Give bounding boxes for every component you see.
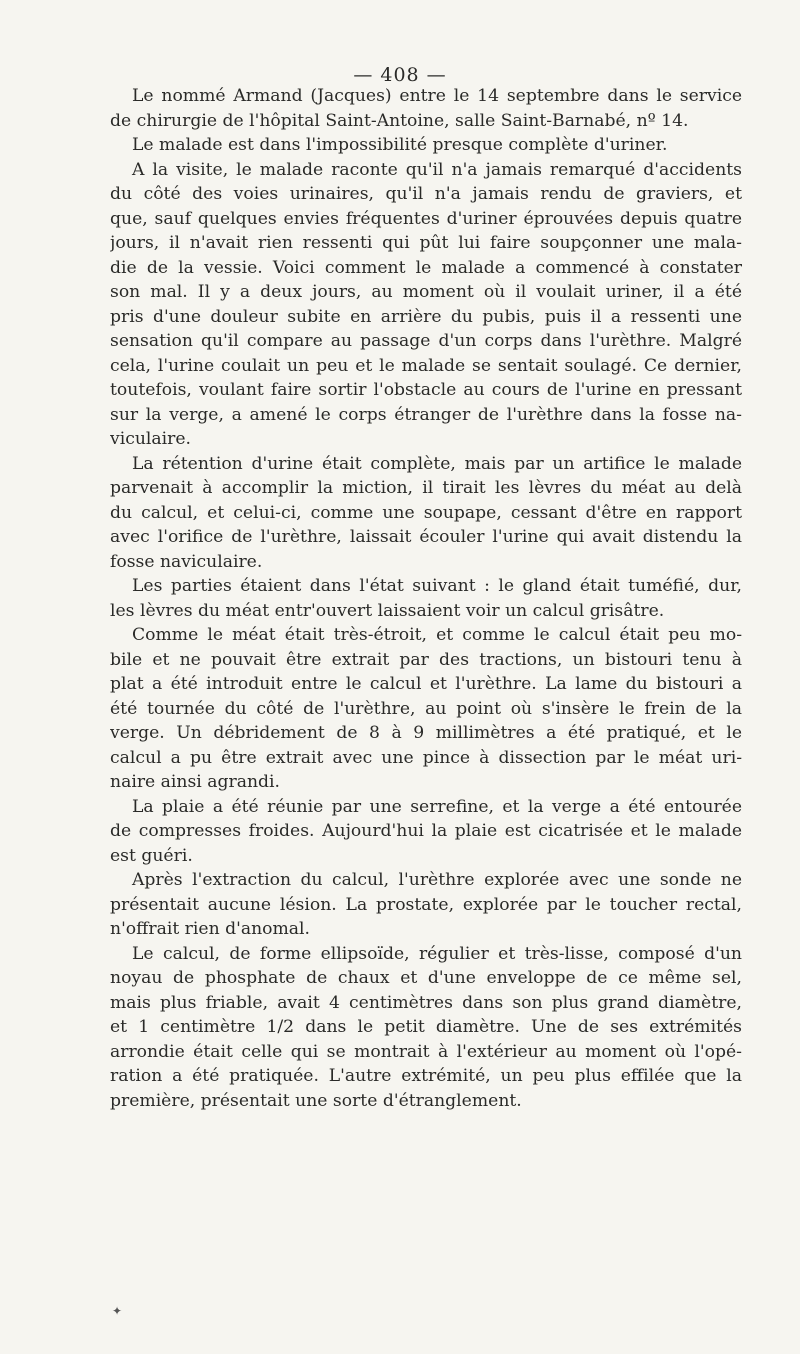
text-line: La plaie a été réunie par une serrefine, et la verge a été entourée (132, 796, 742, 817)
text-line: die de la vessie. Voici comment le malade a commencé à constater (110, 257, 742, 278)
text-line: de compresses froides. Aujourd'hui la plaie est cicatrisée et le malade (110, 821, 742, 841)
text-line: et 1 centimètre 1/2 dans le petit diamètre. Une de ses extrémités (110, 1017, 742, 1037)
text-line: été tournée du côté de l'urèthre, au point où s'insère le frein de la (110, 698, 742, 719)
page-number: — 408 — (353, 64, 447, 86)
text-line: du calcul, et celui-ci, comme une soupape, cessant d'être en rapport (110, 502, 742, 523)
text-line: que, sauf quelques envies fréquentes d'uriner éprouvées depuis quatre (110, 208, 742, 229)
text-line: Les parties étaient dans l'état suivant : le gland était tuméfié, dur, (132, 576, 742, 596)
text-line: ration a été pratiquée. L'autre extrémité, un peu plus effilée que la (110, 1066, 742, 1086)
text-line: Le calcul, de forme ellipsoïde, régulier et très-lisse, composé d'un (132, 943, 742, 964)
text-line: viculaire. (110, 429, 191, 449)
text-line: est guéri. (110, 845, 193, 866)
text-line: première, présentait une sorte d'étranglement. (110, 1090, 522, 1111)
printer-mark: ✦ (112, 1304, 123, 1318)
text-line: sur la verge, a amené le corps étranger de l'urèthre dans la fosse na- (110, 404, 742, 425)
text-line: verge. Un débridement de 8 à 9 millimètres a été pratiqué, et le (110, 723, 742, 743)
text-line: présentait aucune lésion. La prostate, explorée par le toucher rectal, (110, 894, 742, 915)
text-line: les lèvres du méat entr'ouvert laissaient voir un calcul grisâtre. (110, 600, 665, 621)
text-line: n'offrait rien d'anomal. (110, 919, 310, 939)
text-line: toutefois, voulant faire sortir l'obstacle au cours de l'urine en pressant (110, 380, 742, 400)
text-line: fosse naviculaire. (110, 551, 263, 572)
text-line: pris d'une douleur subite en arrière du pubis, puis il a ressenti une (110, 306, 742, 327)
text-line: du côté des voies urinaires, qu'il n'a jamais rendu de graviers, et (110, 184, 742, 204)
text-line: A la visite, le malade raconte qu'il n'a jamais remarqué d'accidents (132, 159, 742, 180)
text-line: arrondie était celle qui se montrait à l'extérieur au moment où l'opé- (110, 1041, 742, 1062)
text-line: parvenait à accomplir la miction, il tirait les lèvres du méat au delà (110, 478, 742, 498)
text-line: sensation qu'il compare au passage d'un corps dans l'urèthre. Malgré (110, 331, 742, 351)
text-line: mais plus friable, avait 4 centimètres dans son plus grand diamètre, (110, 992, 742, 1013)
text-line: son mal. Il y a deux jours, au moment où il voulait uriner, il a été (110, 282, 742, 302)
text-line: plat a été introduit entre le calcul et l'urèthre. La lame du bistouri a (110, 674, 742, 694)
body-text (110, 84, 742, 1113)
text-line: calcul a pu être extrait avec une pince à dissection par le méat uri- (110, 747, 742, 768)
text-line: bile et ne pouvait être extrait par des tractions, un bistouri tenu à (110, 649, 742, 670)
text-line: Après l'extraction du calcul, l'urèthre explorée avec une sonde ne (132, 870, 742, 890)
text-line: de chirurgie de l'hôpital Saint-Antoine, salle Saint-Barnabé, nº 14. (110, 110, 689, 131)
text-line: La rétention d'urine était complète, mais par un artifice le malade (132, 453, 742, 474)
text-line: cela, l'urine coulait un peu et le malade se sentait soulagé. Ce dernier, (110, 355, 742, 376)
text-line: Comme le méat était très-étroit, et comme le calcul était peu mo- (132, 625, 742, 645)
text-line: naire ainsi agrandi. (110, 772, 281, 792)
text-line: Le nommé Armand (Jacques) entre le 14 septembre dans le service (132, 86, 742, 106)
text-line: avec l'orifice de l'urèthre, laissait écouler l'urine qui avait distendu la (110, 527, 742, 547)
text-line: noyau de phosphate de chaux et d'une enveloppe de ce même sel, (110, 968, 742, 988)
text-line: Le malade est dans l'impossibilité presque complète d'uriner. (132, 135, 668, 155)
text-line: jours, il n'avait rien ressenti qui pût lui faire soupçonner une mala- (110, 233, 742, 253)
